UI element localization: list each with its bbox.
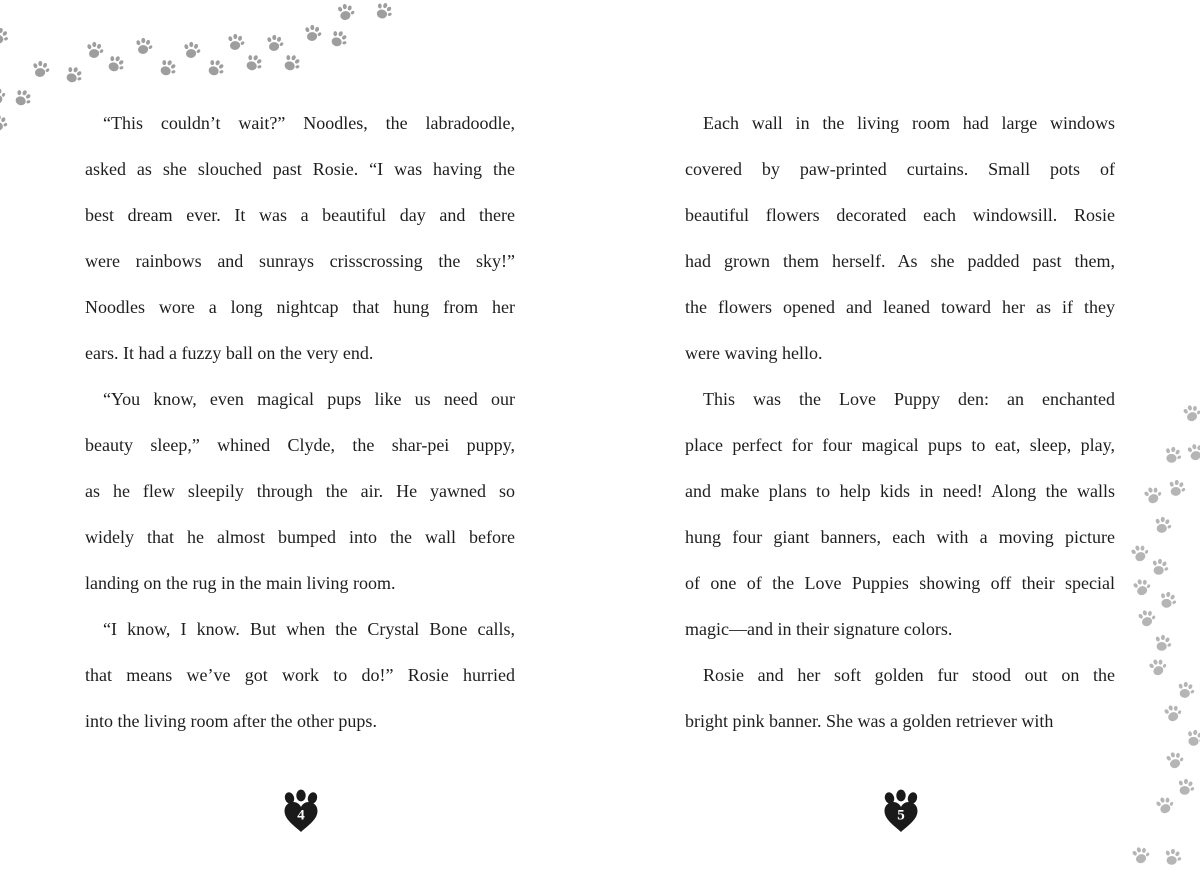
paw-print-icon xyxy=(280,52,304,76)
text-line: Each wall in the living room had large windows xyxy=(703,113,1115,133)
paw-print-icon xyxy=(1162,445,1184,466)
text-line: and make plans to help kids in need! Along the walls xyxy=(685,481,1115,501)
paw-print-icon xyxy=(204,57,228,81)
text-line: beauty sleep,” whined Clyde, the shar-pei puppy, xyxy=(85,435,515,455)
paw-print-icon xyxy=(1132,577,1153,597)
paw-print-icon xyxy=(32,60,51,79)
paw-trail-right-edge xyxy=(1129,403,1200,867)
text-line: bright pink banner. She was a golden retriever with xyxy=(685,711,1054,731)
page-number: 5 xyxy=(897,807,905,824)
paw-print-icon xyxy=(372,0,395,23)
paw-print-icon xyxy=(1154,795,1176,816)
paw-print-icon xyxy=(135,37,154,56)
page-number-paw-icon-left xyxy=(277,789,325,835)
paw-print-icon xyxy=(1147,657,1169,678)
paw-print-icon xyxy=(86,41,105,60)
paw-print-icon xyxy=(1153,515,1173,535)
text-line: were rainbows and sunrays crisscrossing the sky!” xyxy=(85,251,515,271)
paw-print-icon xyxy=(1167,478,1187,498)
paw-print-icon xyxy=(0,25,11,47)
text-line: widely that he almost bumped into the wall before xyxy=(85,527,515,547)
text-line: that means we’ve got work to do!” Rosie hurried xyxy=(85,665,515,685)
page-number-paw-icon-right xyxy=(877,789,925,835)
text-line: as he flew sleepily through the air. He yawned so xyxy=(85,481,515,501)
text-line: were waving hello. xyxy=(685,343,823,363)
paw-print-icon xyxy=(1163,847,1184,867)
paw-print-icon xyxy=(1165,750,1185,770)
text-line: hung four giant banners, each with a moving picture xyxy=(685,527,1115,547)
paw-print-icon xyxy=(104,53,128,77)
paragraph xyxy=(85,100,515,376)
paw-print-icon xyxy=(62,64,86,88)
paw-print-icon xyxy=(1142,485,1164,506)
paw-print-icon xyxy=(11,87,35,111)
paw-print-icon xyxy=(1184,728,1200,749)
page-left-text xyxy=(85,100,515,744)
paw-print-icon xyxy=(227,33,246,52)
paw-print-icon xyxy=(1153,633,1174,653)
paragraph xyxy=(685,652,1115,744)
text-line: “I know, I know. But when the Crystal Bone calls, xyxy=(103,619,515,639)
text-line: covered by paw-printed curtains. Small pots of xyxy=(685,159,1115,179)
paragraph xyxy=(85,606,515,744)
paw-print-icon xyxy=(0,86,8,107)
text-line: “This couldn’t wait?” Noodles, the labradoodle, xyxy=(103,113,515,133)
page-right-text xyxy=(685,100,1115,744)
text-line: Rosie and her soft golden fur stood out on the xyxy=(703,665,1115,685)
text-line: into the living room after the other pups. xyxy=(85,711,377,731)
text-line: best dream ever. It was a beautiful day and there xyxy=(85,205,515,225)
paw-print-icon xyxy=(1182,403,1200,423)
paw-print-icon xyxy=(1137,608,1157,628)
text-line: of one of the Love Puppies showing off their special xyxy=(685,573,1115,593)
paragraph xyxy=(85,376,515,606)
text-line: landing on the rug in the main living room. xyxy=(85,573,396,593)
text-line: had grown them herself. As she padded past them, xyxy=(685,251,1115,271)
paw-print-icon xyxy=(1150,557,1171,577)
text-line: asked as she slouched past Rosie. “I was having the xyxy=(85,159,515,179)
text-line: magic—and in their signature colors. xyxy=(685,619,953,639)
text-line: place perfect for four magical pups to eat, sleep, play, xyxy=(685,435,1115,455)
paw-print-icon xyxy=(1129,543,1151,564)
page-number: 4 xyxy=(297,807,305,824)
paragraph xyxy=(685,376,1115,652)
paw-print-icon xyxy=(327,28,351,52)
paw-print-icon xyxy=(337,4,355,21)
paw-print-icon xyxy=(156,57,180,81)
text-line: “You know, even magical pups like us need our xyxy=(103,389,515,409)
text-line: This was the Love Puppy den: an enchanted xyxy=(703,389,1115,409)
paw-print-icon xyxy=(266,34,285,53)
paw-print-icon xyxy=(1131,845,1151,865)
paw-print-icon xyxy=(1187,443,1200,462)
paw-print-icon xyxy=(304,24,323,43)
paw-print-icon xyxy=(0,113,9,133)
paw-print-icon xyxy=(1157,590,1179,611)
text-line: Noodles wore a long nightcap that hung from her xyxy=(85,297,515,317)
paw-print-icon xyxy=(1176,777,1197,797)
text-line: ears. It had a fuzzy ball on the very end. xyxy=(85,343,374,363)
text-line: beautiful flowers decorated each windowsill. Rosie xyxy=(685,205,1115,225)
paw-print-icon xyxy=(183,41,202,60)
text-line: the flowers opened and leaned toward her as if they xyxy=(685,297,1115,317)
paw-print-icon xyxy=(1163,703,1184,723)
paragraph xyxy=(685,100,1115,376)
paw-print-icon xyxy=(1176,680,1196,700)
paw-print-icon xyxy=(242,52,266,76)
